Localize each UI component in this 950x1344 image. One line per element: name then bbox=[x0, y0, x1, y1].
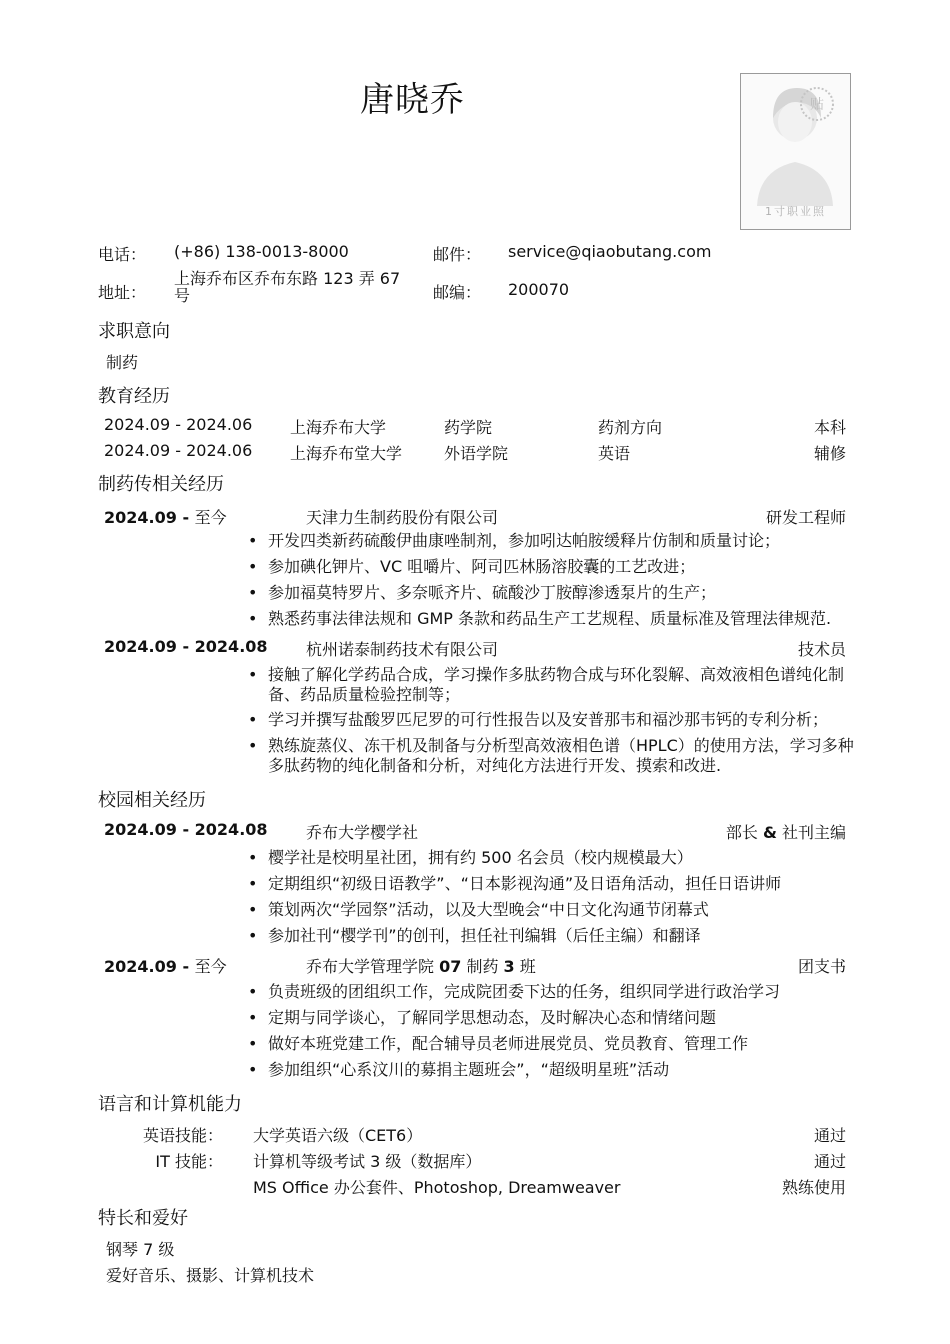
section-title-skills: 语言和计算机能力 bbox=[98, 1094, 242, 1115]
section-title-campus: 校园相关经历 bbox=[98, 790, 206, 811]
campus-role-part: 社刊主编 bbox=[776, 823, 846, 842]
bullet-text: 樱学社是校明星社团，拥有约 500 名会员（校内规模最大） bbox=[268, 848, 693, 867]
email-label: 邮件： bbox=[433, 245, 482, 264]
bullet-icon: • bbox=[248, 583, 258, 602]
svg-text:贴: 贴 bbox=[810, 97, 824, 113]
bullet-icon: • bbox=[248, 982, 258, 1001]
campus-role bbox=[726, 820, 846, 843]
campus-org-part: 制药 bbox=[461, 957, 504, 976]
bullet-text: 熟悉药事法律法规和 GMP 条款和药品生产工艺规程、质量标准及管理法律规范. bbox=[268, 609, 832, 628]
job-company: 天津力生制药股份有限公司 bbox=[306, 508, 499, 527]
bullet-item bbox=[248, 557, 858, 577]
bullet-text: 做好本班党建工作，配合辅导员老师进展党员、党员教育、管理工作 bbox=[268, 1034, 749, 1053]
job-role: 研发工程师 bbox=[765, 508, 846, 527]
email-value: service@qiaobutang.com bbox=[508, 242, 712, 261]
skill-level: 通过 bbox=[813, 1126, 846, 1145]
job-date bbox=[104, 505, 227, 528]
campus-role-amp: & bbox=[762, 823, 777, 842]
candidate-name: 唐晓乔 bbox=[360, 80, 465, 120]
bullet-text: 接触了解化学药品合成，学习操作多肽药物合成与环化裂解、高效液相色谱纯化制备、药品质量检验控制等； bbox=[268, 665, 845, 704]
bullet-text: 定期与同学谈心，了解同学思想动态，及时解决心态和情绪问题 bbox=[268, 1008, 717, 1027]
bullet-item bbox=[248, 982, 858, 1002]
section-title-education: 教育经历 bbox=[98, 386, 170, 407]
bullet-icon: • bbox=[248, 926, 258, 945]
skill-label: 英语技能： bbox=[142, 1126, 223, 1145]
bullet-icon: • bbox=[248, 609, 258, 628]
job-date-rest: 至今 bbox=[194, 508, 227, 527]
bullet-icon: • bbox=[248, 531, 258, 550]
skill-level: 通过 bbox=[813, 1152, 846, 1171]
job-company: 杭州诺泰制药技术有限公司 bbox=[306, 640, 499, 659]
bullet-item bbox=[248, 926, 858, 946]
bullet-text: 参加碘化钾片、VC 咀嚼片、阿司匹林肠溶胶囊的工艺改进； bbox=[268, 557, 696, 576]
bullet-icon: • bbox=[248, 736, 258, 755]
bullet-icon: • bbox=[248, 665, 258, 684]
edu-college: 药学院 bbox=[444, 418, 493, 437]
bullet-text: 参加福莫特罗片、多奈哌齐片、硫酸沙丁胺醇渗透泵片的生产； bbox=[268, 583, 717, 602]
job-date-bold: 2024.09 - bbox=[104, 508, 195, 527]
bullet-icon: • bbox=[248, 1060, 258, 1079]
bullet-icon: • bbox=[248, 900, 258, 919]
photo-caption: 1寸职业照 bbox=[765, 205, 826, 218]
edu-college: 外语学院 bbox=[444, 444, 509, 463]
bullet-text: 参加社刊“樱学刊”的创刊，担任社刊编辑（后任主编）和翻译 bbox=[268, 926, 701, 945]
bullet-item bbox=[248, 874, 858, 894]
campus-role: 团支书 bbox=[797, 957, 846, 976]
edu-school: 上海乔布大学 bbox=[290, 418, 387, 437]
campus-date-bold: 2024.09 - bbox=[104, 957, 195, 976]
job-role: 技术员 bbox=[797, 640, 846, 659]
bullet-item bbox=[248, 736, 858, 776]
edu-date: 2024.09 - 2024.06 bbox=[104, 415, 253, 434]
job-date bbox=[104, 637, 268, 656]
bullet-item bbox=[248, 531, 858, 551]
address-line-1: 上海乔布区乔布东路 123 弄 67 bbox=[174, 269, 401, 288]
skill-desc: MS Office 办公套件、Photoshop, Dreamweaver bbox=[253, 1178, 621, 1197]
bullet-item bbox=[248, 710, 858, 730]
campus-org-part: 07 bbox=[439, 957, 462, 976]
job-date-bold: 2024.09 - 2024.08 bbox=[104, 637, 268, 656]
campus-org bbox=[306, 954, 536, 977]
bullet-text: 定期组织“初级日语教学”、“日本影视沟通”及日语角活动，担任日语讲师 bbox=[268, 874, 782, 893]
bullet-item bbox=[248, 1008, 858, 1028]
bullet-item bbox=[248, 1060, 858, 1080]
campus-org-part: 班 bbox=[514, 957, 536, 976]
phone-value: (+86) 138-0013-8000 bbox=[174, 242, 349, 261]
skill-desc: 大学英语六级（CET6） bbox=[253, 1126, 423, 1145]
bullet-icon: • bbox=[248, 710, 258, 729]
campus-org-part: 3 bbox=[503, 957, 515, 976]
bullet-icon: • bbox=[248, 1034, 258, 1053]
bullet-item bbox=[248, 609, 858, 629]
skill-label: IT 技能： bbox=[155, 1152, 223, 1171]
bullet-item bbox=[248, 848, 858, 868]
bullet-text: 策划两次“学园祭”活动，以及大型晚会“中日文化沟通节闭幕式 bbox=[268, 900, 709, 919]
section-title-objective: 求职意向 bbox=[98, 321, 170, 342]
bullet-text: 开发四类新药硫酸伊曲康唑制剂，参加吲达帕胺缓释片仿制和质量讨论； bbox=[268, 531, 781, 550]
campus-date-rest: 至今 bbox=[194, 957, 227, 976]
edu-major: 英语 bbox=[598, 444, 631, 463]
address-line-2: 号 bbox=[174, 286, 191, 305]
objective-value: 制药 bbox=[106, 353, 139, 372]
campus-date bbox=[104, 954, 227, 977]
edu-degree: 辅修 bbox=[813, 444, 846, 463]
edu-school: 上海乔布堂大学 bbox=[290, 444, 403, 463]
campus-org: 乔布大学樱学社 bbox=[306, 823, 419, 842]
bullet-text: 负责班级的团组织工作，完成院团委下达的任务，组织同学进行政治学习 bbox=[268, 982, 781, 1001]
hobby-item: 爱好音乐、摄影、计算机技术 bbox=[106, 1266, 315, 1285]
bullet-item bbox=[248, 1034, 858, 1054]
zip-value: 200070 bbox=[508, 280, 570, 299]
address-label: 地址： bbox=[98, 283, 147, 302]
skill-desc: 计算机等级考试 3 级（数据库） bbox=[253, 1152, 482, 1171]
bullet-icon: • bbox=[248, 848, 258, 867]
campus-role-part: 部长 bbox=[725, 823, 763, 842]
zip-label: 邮编： bbox=[433, 283, 482, 302]
bullet-text: 参加组织“心系汶川的募捐主题班会”，“超级明星班”活动 bbox=[268, 1060, 670, 1079]
bullet-icon: • bbox=[248, 874, 258, 893]
hobby-item: 钢琴 7 级 bbox=[106, 1240, 175, 1259]
edu-major: 药剂方向 bbox=[598, 418, 663, 437]
address-value bbox=[174, 270, 400, 304]
bullet-item bbox=[248, 665, 858, 705]
campus-date bbox=[104, 820, 268, 839]
bullet-icon: • bbox=[248, 557, 258, 576]
skill-level: 熟练使用 bbox=[781, 1178, 846, 1197]
campus-org-part: 乔布大学管理学院 bbox=[306, 957, 440, 976]
bullet-text: 熟练旋蒸仪、冻干机及制备与分析型高效液相色谱（HPLC）的使用方法，学习多种多肽药物的纯化制备和分析，对纯化方法进行开发、摸索和改进. bbox=[268, 736, 854, 775]
bullet-item bbox=[248, 583, 858, 603]
bullet-icon: • bbox=[248, 1008, 258, 1027]
section-title-work: 制药传相关经历 bbox=[98, 474, 224, 495]
phone-label: 电话： bbox=[98, 245, 147, 264]
campus-date-bold: 2024.09 - 2024.08 bbox=[104, 820, 268, 839]
section-title-hobbies: 特长和爱好 bbox=[98, 1208, 188, 1229]
edu-date: 2024.09 - 2024.06 bbox=[104, 441, 253, 460]
bullet-item bbox=[248, 900, 858, 920]
profile-photo bbox=[740, 73, 851, 230]
edu-degree: 本科 bbox=[813, 418, 846, 437]
bullet-text: 学习并撰写盐酸罗匹尼罗的可行性报告以及安普那韦和福沙那韦钙的专利分析； bbox=[268, 710, 829, 729]
